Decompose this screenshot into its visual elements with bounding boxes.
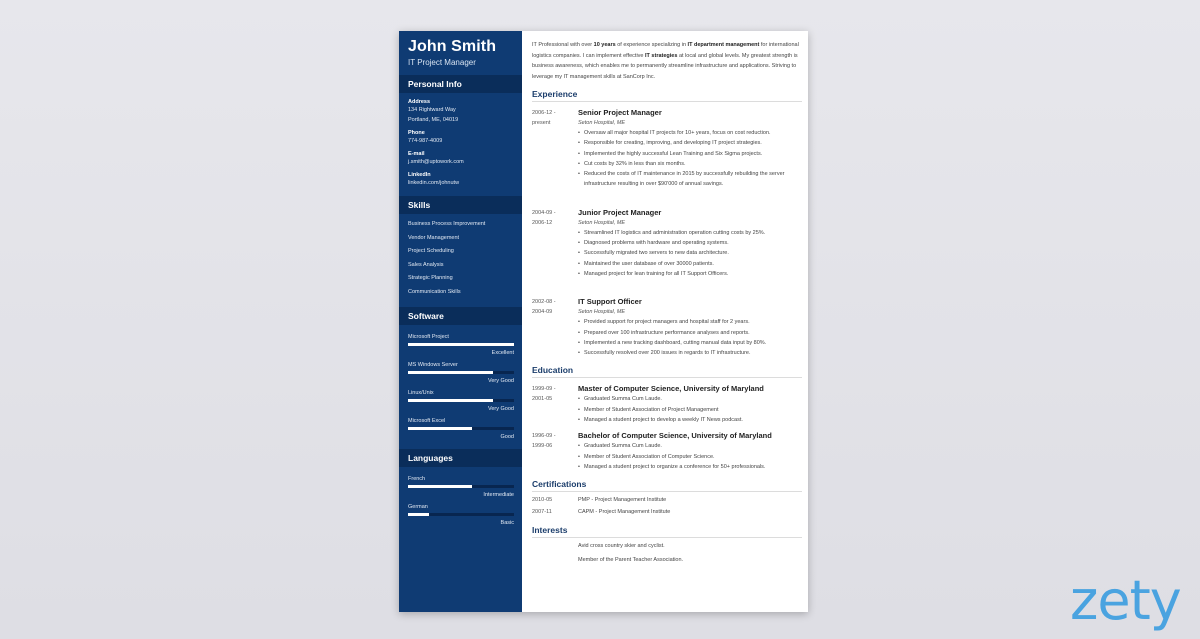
candidate-name: John Smith <box>408 38 497 55</box>
entry-date-line: present <box>532 120 551 126</box>
summary-text: IT Professional with over <box>532 42 594 48</box>
software-level-fill <box>408 427 472 430</box>
entry-body <box>578 208 802 279</box>
resume-sidebar <box>399 31 522 612</box>
entry-bullet: • Oversaw all major hospital IT projects for 10+ years, focus on cost reduction. <box>578 128 802 138</box>
candidate-title: IT Project Manager <box>408 58 476 67</box>
software-name: Microsoft Excel <box>408 418 446 424</box>
entry-bullet: • Provided support for project managers and hospital staff for 2 years. <box>578 317 802 327</box>
entry-bullet: • Cut costs by 32% in less than six months. <box>578 159 802 169</box>
entry-date-line: 2004-09 - <box>532 209 556 216</box>
entry-bullets <box>578 128 802 190</box>
certification-text: CAPM - Project Management Institute <box>578 509 671 516</box>
entry-date-line: 2004-09 <box>532 309 553 316</box>
languages-heading: Languages <box>399 449 522 467</box>
entry-date <box>532 431 578 472</box>
entry-bullet: • Member of Student Association of Project Management <box>578 405 802 415</box>
entry-bullet: • Graduated Summa Cum Laude. <box>578 441 802 451</box>
interest-item <box>532 554 802 566</box>
summary-highlight: IT department management <box>687 42 760 48</box>
certification-date: 2010-05 <box>532 497 553 504</box>
phone-label: Phone <box>408 130 425 136</box>
entry-bullet: • Successfully resolved over 200 issues in regards to IT infrastructure. <box>578 348 802 358</box>
entry-title: Junior Project Manager <box>578 207 662 217</box>
entry-bullet: • Prepared over 100 infrastructure performance analyses and reports. <box>578 328 802 338</box>
software-name: MS Windows Server <box>408 362 458 368</box>
software-level-fill <box>408 371 493 374</box>
email-value: j.smith@uptowork.com <box>408 159 464 165</box>
entry-date <box>532 297 578 358</box>
experience-entry <box>532 208 802 279</box>
software-level-bar <box>408 399 514 402</box>
summary-text: at local and global levels. My greatest strength is business awareness, which enables me to permanently streamline infrastructure and applications. Striving to leverage my IT management skills at SanCorp Inc. <box>532 52 798 80</box>
entry-title: Master of Computer Science, University of Maryland <box>578 384 764 394</box>
summary-highlight: 10 years <box>593 42 616 48</box>
software-level-bar <box>408 427 514 430</box>
software-item <box>408 333 513 357</box>
personal-info-heading: Personal Info <box>399 75 522 93</box>
entry-date-line: 2002-08 - <box>532 299 556 306</box>
skill-item: Sales Analysis <box>408 261 444 268</box>
experience-heading: Experience <box>532 89 802 102</box>
software-name: Microsoft Project <box>408 334 449 340</box>
language-level-bar <box>408 485 514 488</box>
entry-bullet: • Reduced the costs of IT maintenance in 2015 by successfully rebuilding the server infrastructure resulting in over $90'000 of annual savings. <box>578 169 802 190</box>
entry-bullets <box>578 394 802 425</box>
software-item <box>408 389 513 413</box>
entry-bullets <box>578 441 802 472</box>
entry-bullet: • Implemented a new tracking dashboard, cutting manual data input by 80%. <box>578 338 802 348</box>
software-level: Good <box>500 434 514 440</box>
skills-list <box>399 214 522 299</box>
address-line: Portland, ME, 04019 <box>408 117 459 123</box>
address-line: 134 Rightward Way <box>408 107 456 113</box>
experience-entry <box>532 297 802 358</box>
entry-organization: Seton Hospital, ME <box>578 120 626 126</box>
language-level: Basic <box>500 520 514 526</box>
entry-date <box>532 208 578 279</box>
entry-bullet: • Successfully migrated two servers to new data architecture. <box>578 248 802 258</box>
interests-heading: Interests <box>532 525 802 538</box>
language-level-fill <box>408 513 429 516</box>
skill-item: Business Process Improvement <box>408 221 486 227</box>
zety-logo: zety <box>1070 569 1181 632</box>
entry-bullet: • Member of Student Association of Computer Science. <box>578 452 802 462</box>
entry-bullets <box>578 228 802 279</box>
phone-value: 774-987-4009 <box>408 138 443 144</box>
entry-date-line: 2006-12 - <box>532 110 556 116</box>
language-level-bar <box>408 513 514 516</box>
skill-item: Strategic Planning <box>408 275 453 281</box>
software-item <box>408 417 513 441</box>
skill-item: Communication Skills <box>408 288 461 295</box>
resume-main <box>522 31 809 612</box>
entry-date-line: 1996-09 - <box>532 433 556 440</box>
entry-body <box>578 108 802 190</box>
certification-text: PMP - Project Management Institute <box>578 497 667 504</box>
address-label: Address <box>408 99 431 105</box>
entry-date <box>532 384 578 425</box>
entry-body <box>578 384 802 425</box>
profile-summary <box>532 40 800 82</box>
entry-bullet: • Implemented the highly successful Lean Training and Six Sigma projects. <box>578 149 802 159</box>
summary-text: of experience specializing in <box>615 42 688 48</box>
entry-title: Senior Project Manager <box>578 108 662 117</box>
skills-heading: Skills <box>399 196 522 214</box>
education-entry <box>532 431 802 472</box>
education-list <box>532 384 802 472</box>
entry-bullet: • Managed a student project to develop a weekly IT News podcast. <box>578 415 802 425</box>
certification-item <box>532 494 802 506</box>
resume-document <box>399 31 808 612</box>
entry-date-line: 1999-09 - <box>532 386 556 393</box>
skill-item: Vendor Management <box>408 234 460 241</box>
experience-list <box>532 108 802 358</box>
education-heading: Education <box>532 365 802 378</box>
personal-info-block <box>399 93 522 188</box>
software-item <box>408 361 513 385</box>
linkedin-value: linkedin.com/johnutw <box>408 180 460 186</box>
entry-bullet: • Diagnosed problems with hardware and operating systems. <box>578 238 802 248</box>
language-name: French <box>408 476 426 482</box>
software-level: Excellent <box>491 350 514 356</box>
software-level: Very Good <box>488 406 514 412</box>
software-level-bar <box>408 371 514 374</box>
software-heading: Software <box>399 307 522 325</box>
entry-bullet: • Streamlined IT logistics and administration operation cutting costs by 25%. <box>578 228 802 238</box>
language-level: Intermediate <box>483 492 514 498</box>
software-name: Linux/Unix <box>408 390 434 396</box>
languages-list <box>399 467 522 527</box>
software-level-bar <box>408 343 514 346</box>
entry-date-line: 1999-06 <box>532 443 553 450</box>
summary-text: for international logistics companies. I can implement effective <box>532 42 799 59</box>
language-item <box>408 475 513 499</box>
entry-organization: Seton Hospital, ME <box>578 309 626 316</box>
language-level-fill <box>408 485 472 488</box>
entry-title: Bachelor of Computer Science, University of Maryland <box>578 431 772 441</box>
entry-bullets <box>578 317 802 358</box>
software-level: Very Good <box>488 378 514 384</box>
summary-highlight: IT strategies <box>645 52 678 59</box>
education-entry <box>532 384 802 425</box>
linkedin-label: LinkedIn <box>408 172 431 178</box>
entry-bullet: • Managed project for lean training for all IT Support Officers. <box>578 269 802 279</box>
skill-item: Project Scheduling <box>408 248 454 254</box>
certification-item <box>532 506 802 518</box>
entry-date-line: 2006-12 <box>532 219 553 226</box>
interest-text: Avid cross country skier and cyclist. <box>578 543 665 550</box>
entry-bullet: • Maintained the user database of over 30000 patients. <box>578 259 802 269</box>
interest-text: Member of the Parent Teacher Association. <box>578 557 684 564</box>
entry-organization: Seton Hospital, ME <box>578 219 626 226</box>
software-level-fill <box>408 343 514 346</box>
language-name: German <box>408 504 428 510</box>
entry-body <box>578 297 802 358</box>
software-list <box>399 325 522 441</box>
entry-body <box>578 431 802 472</box>
software-level-fill <box>408 399 493 402</box>
entry-date-line: 2001-05 <box>532 396 553 403</box>
entry-title: IT Support Officer <box>578 297 642 307</box>
interest-item <box>532 540 802 552</box>
certifications-heading: Certifications <box>532 479 802 492</box>
entry-bullet: • Managed a student project to organize a conference for 50+ professionals. <box>578 462 802 472</box>
entry-bullet: • Graduated Summa Cum Laude. <box>578 394 802 404</box>
certification-date: 2007-11 <box>532 509 552 516</box>
language-item <box>408 503 513 527</box>
email-label: E-mail <box>408 151 425 157</box>
experience-entry <box>532 108 802 190</box>
entry-date <box>532 108 578 190</box>
entry-bullet: • Responsible for creating, improving, and developing IT project strategies. <box>578 138 802 148</box>
